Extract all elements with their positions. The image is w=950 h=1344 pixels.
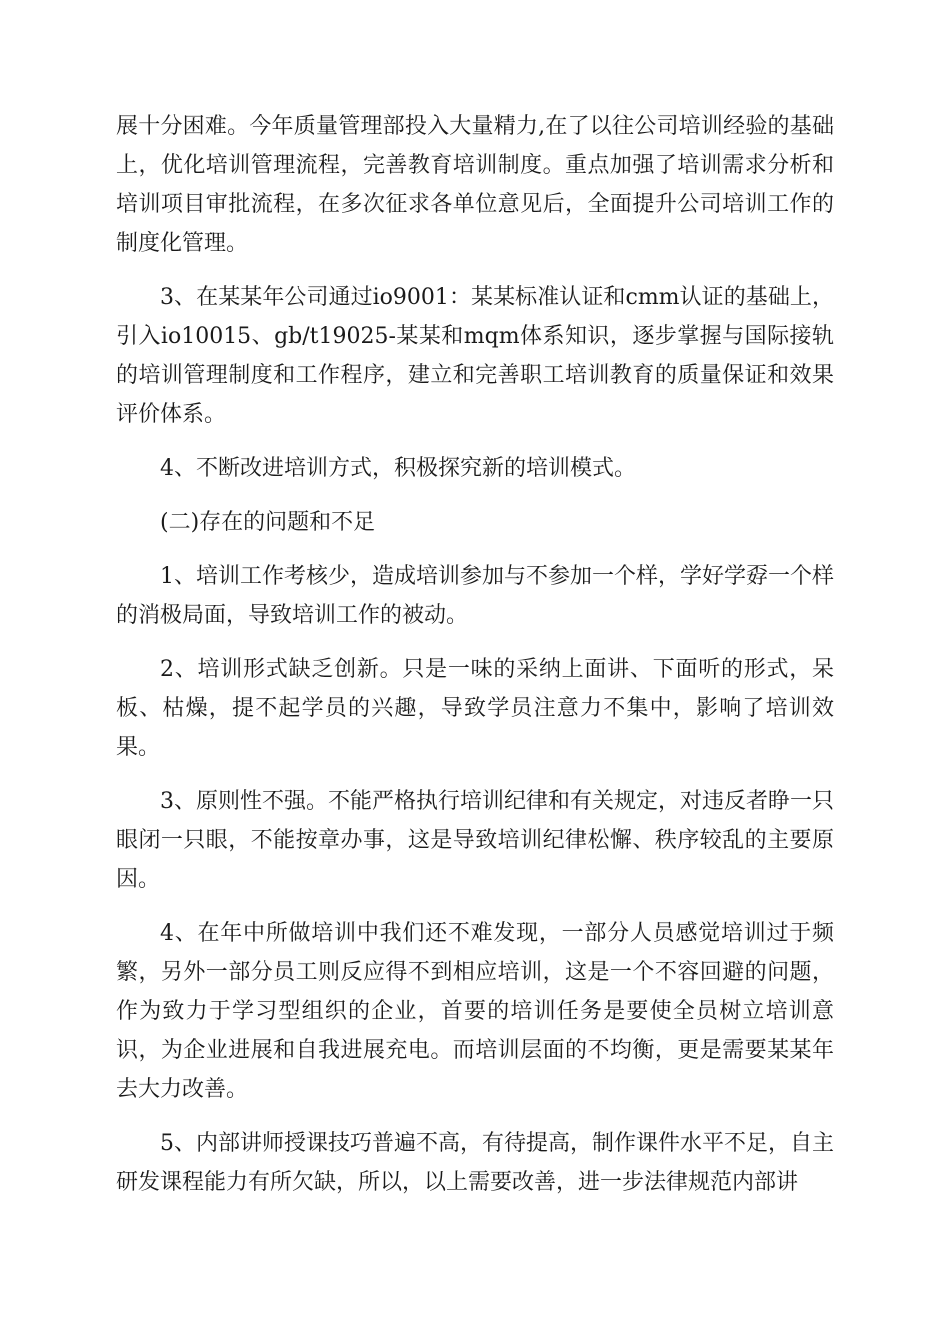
paragraph-problem-5: 5、内部讲师授课技巧普遍不高，有待提高，制作课件水平不足，自主研发课程能力有所欠缺，所以，以上需要改善，进一步法律规范内部讲: [116, 1131, 834, 1195]
paragraph-problem-2: 2、培训形式缺乏创新。只是一味的采纳上面讲、下面听的形式，呆板、枯燥，提不起学员的兴趣，导致学员注意力不集中，影响了培训效果。: [116, 657, 834, 760]
document-body: [116, 107, 834, 1217]
paragraph-item-4-training-methods: 4、不断改进培训方式，积极探究新的培训模式。: [160, 456, 636, 481]
paragraph-continuation: 展十分困难。今年质量管理部投入大量精力,在了以往公司培训经验的基础上，优化培训管理流程，完善教育培训制度。重点加强了培训需求分析和培训项目审批流程，在多次征求各单位意见后，全面提升公司培训工作的制度化管理。: [116, 114, 834, 256]
paragraph-problem-4: 4、在年中所做培训中我们还不难发现，一部分人员感觉培训过于频繁，另外一部分员工则反应得不到相应培训，这是一个不容回避的问题，作为致力于学习型组织的企业，首要的培训任务是要使全员树立培训意识，为企业进展和自我进展充电。而培训层面的不均衡，更是需要某某年去大力改善。: [116, 921, 834, 1102]
paragraph-problem-3: 3、原则性不强。不能严格执行培训纪律和有关规定，对违反者睁一只眼闭一只眼，不能按章办事，这是导致培训纪律松懈、秩序较乱的主要原因。: [116, 789, 834, 892]
paragraph-item-3-certification: 3、在某某年公司通过io9001：某某标准认证和cmm认证的基础上，引入io10015、gb/t19025-某某和mqm体系知识，逐步掌握与国际接轨的培训管理制度和工作程序，建立和完善职工培训教育的质量保证和效果评价体系。: [116, 285, 834, 427]
paragraph-problem-1: 1、培训工作考核少，造成培训参加与不参加一个样，学好学孬一个样的消极局面，导致培训工作的被动。: [116, 564, 834, 628]
section-heading-problems: (二)存在的问题和不足: [160, 510, 376, 535]
